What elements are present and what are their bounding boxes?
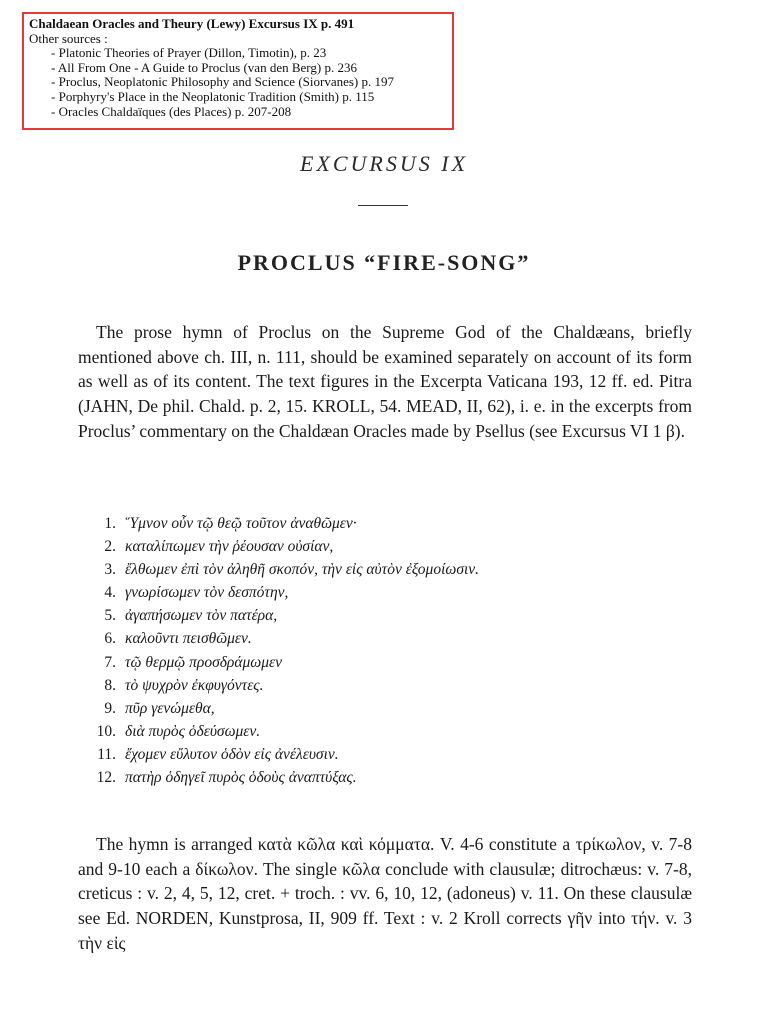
verse-number: 4.: [104, 584, 116, 602]
verse-line: [80, 743, 640, 766]
verse-number: 5.: [104, 607, 116, 625]
verse-text: τῷ θερμῷ προσδράμωμεν: [125, 653, 282, 671]
source-item: - Porphyry's Place in the Neoplatonic Tradition (Smith) p. 115: [51, 90, 446, 105]
verse-line: [80, 720, 640, 743]
sources-box: [22, 12, 454, 130]
sources-label: Other sources :: [29, 30, 108, 46]
intro-paragraph: [78, 320, 692, 444]
source-item: - Proclus, Neoplatonic Philosophy and Science (Siorvanes) p. 197: [51, 75, 446, 90]
verse-line: [80, 766, 640, 789]
verse-number: 12.: [96, 769, 116, 787]
verse-line: [80, 697, 640, 720]
verse-text: Ὕμνον οὖν τῷ θεῷ τοῦτον ἀναθῶμεν·: [125, 515, 357, 532]
page-title: PROCLUS “FIRE-SONG”: [237, 250, 531, 275]
sources-list: [29, 46, 446, 119]
verse-line: [80, 627, 640, 650]
ornamental-rule: [358, 205, 408, 206]
verse-list: [80, 512, 640, 789]
verse-number: 11.: [97, 745, 116, 763]
verse-number: 2.: [104, 538, 116, 556]
verse-line: [80, 512, 640, 535]
verse-number: 3.: [104, 561, 116, 579]
verse-number: 7.: [104, 653, 116, 671]
verse-number: 9.: [104, 699, 116, 717]
verse-line: [80, 581, 640, 604]
verse-text: τὸ ψυχρὸν ἐκφυγόντες.: [125, 676, 264, 694]
verse-text: ἔλθωμεν ἐπὶ τὸν ἀληθῆ σκοπόν, τὴν εἰς αὐτὸν ἐξομοίωσιν.: [125, 561, 480, 579]
verse-text: γνωρίσωμεν τὸν δεσπότην,: [125, 584, 289, 602]
source-item: - Platonic Theories of Prayer (Dillon, Timotin), p. 23: [51, 46, 446, 61]
closing-text: The hymn is arranged κατὰ κῶλα καὶ κόμματα. V. 4-6 constitute a τρίκωλον, v. 7-8 and 9-10 each a δίκωλον. The single κῶλα conclude with clausulæ; ditrochæus: v. 7-8, creticus : v. 2, 4, 5, 12, cret. + troch. : vv. 6, 10, 12, (adoneus) v. 11. On these clausulæ see Ed. NORDEN, Kunstprosa, II, 909 ff. Text : v. 2 Kroll corrects γῆν into τήν. v. 3 τὴν εἰς: [78, 834, 692, 953]
verse-text: πῦρ γενώμεθα,: [125, 699, 215, 717]
verse-line: [80, 651, 640, 674]
verse-text: πατὴρ ὁδηγεῖ πυρὸς ὁδοὺς ἀναπτύξας.: [125, 769, 357, 787]
source-item: - All From One - A Guide to Proclus (van den Berg) p. 236: [51, 61, 446, 76]
verse-text: διὰ πυρὸς ὁδεύσωμεν.: [125, 722, 261, 740]
verse-number: 8.: [104, 676, 116, 694]
verse-line: [80, 674, 640, 697]
verse-number: 6.: [104, 630, 116, 648]
verse-line: [80, 604, 640, 627]
verse-text: καταλίπωμεν τὴν ῥέουσαν οὐσίαν,: [125, 538, 334, 556]
verse-text: ἔχομεν εὔλυτον ὁδὸν εἰς ἀνέλευσιν.: [125, 745, 339, 763]
source-item: - Oracles Chaldaïques (des Places) p. 207-208: [51, 105, 446, 120]
verse-text: ἀγαπήσωμεν τὸν πατέρα,: [125, 607, 278, 625]
sources-title: Chaldaean Oracles and Theury (Lewy) Excursus IX p. 491: [29, 16, 355, 31]
verse-line: [80, 558, 640, 581]
closing-paragraph: [78, 832, 692, 956]
verse-line: [80, 535, 640, 558]
verse-text: καλοῦντι πεισθῶμεν.: [125, 630, 252, 648]
excursus-heading: EXCURSUS IX: [299, 151, 469, 176]
verse-number: 10.: [96, 722, 116, 740]
verse-number: 1.: [104, 515, 116, 532]
intro-text: The prose hymn of Proclus on the Supreme God of the Chaldæans, briefly mentioned above ch. III, n. 111, should be examined separately on account of its form as well as of its content. The text figures in the Excerpta Vaticana 193, 12 ff. ed. Pitra (JAHN, De phil. Chald. p. 2, 15. KROLL, 54. MEAD, II, 62), i. e. in the excerpts from Proclus’ commentary on the Chaldæan Oracles made by Psellus (see Excursus VI 1 β).: [78, 322, 692, 441]
